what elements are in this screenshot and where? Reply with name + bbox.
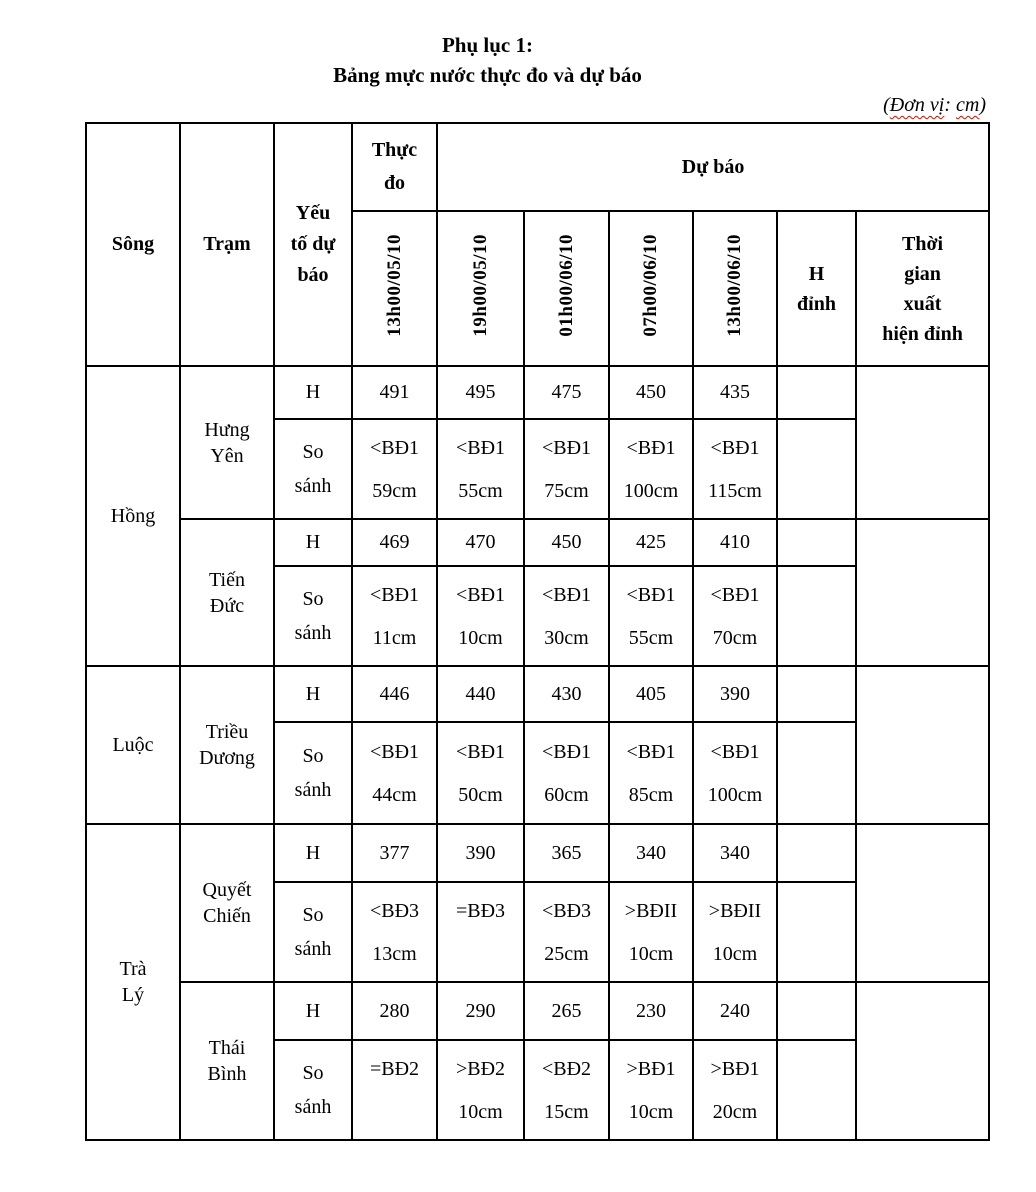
water-level-table <box>85 122 990 1141</box>
h-value-cell: 340 <box>693 824 777 882</box>
comparison-cell: <BĐ3 25cm <box>524 882 609 982</box>
table-row <box>86 519 989 566</box>
h-value-cell: 340 <box>609 824 693 882</box>
h-value-cell: 365 <box>524 824 609 882</box>
comparison-cell: >BĐII 10cm <box>609 882 693 982</box>
element-label-h: H <box>274 982 352 1040</box>
unit-note-word: Đơn vị <box>889 94 945 116</box>
comparison-cell: >BĐ1 20cm <box>693 1040 777 1140</box>
river-cell-hong: Hồng <box>86 366 180 666</box>
col-header-river: Sông <box>86 123 180 366</box>
peak-h-cell <box>777 566 856 666</box>
comparison-cell: =BĐ3 <box>437 882 524 982</box>
col-header-forecast-element: Yếu tố dự báo <box>274 123 352 366</box>
comparison-cell: <BĐ1 75cm <box>524 419 609 519</box>
col-header-measured: Thực đo <box>352 123 437 211</box>
peak-time-cell <box>856 982 989 1140</box>
h-value-cell: 265 <box>524 982 609 1040</box>
appendix-title: Phụ lục 1: <box>441 33 533 57</box>
element-label-so-sanh: So sánh <box>274 1040 352 1140</box>
col-header-measured-time: 13h00/05/10 <box>352 211 437 366</box>
h-value-cell: 390 <box>437 824 524 882</box>
element-label-so-sanh: So sánh <box>274 722 352 824</box>
comparison-cell: <BĐ3 13cm <box>352 882 437 982</box>
comparison-cell: >BĐ1 10cm <box>609 1040 693 1140</box>
comparison-cell: <BĐ1 59cm <box>352 419 437 519</box>
h-value-cell: 240 <box>693 982 777 1040</box>
peak-h-cell <box>777 1040 856 1140</box>
comparison-cell: <BĐ1 60cm <box>524 722 609 824</box>
comparison-cell: >BĐ2 10cm <box>437 1040 524 1140</box>
col-header-forecast-time-4: 13h00/06/10 <box>693 211 777 366</box>
h-value-cell: 410 <box>693 519 777 566</box>
col-header-forecast-time-3: 07h00/06/10 <box>609 211 693 366</box>
peak-h-cell <box>777 824 856 882</box>
element-label-h: H <box>274 366 352 419</box>
comparison-cell: <BĐ1 70cm <box>693 566 777 666</box>
col-header-forecast-time-1: 19h00/05/10 <box>437 211 524 366</box>
station-cell-tien-duc: Tiến Đức <box>180 519 274 666</box>
peak-h-cell <box>777 982 856 1040</box>
title-block <box>85 0 890 90</box>
table-row <box>86 666 989 722</box>
element-label-so-sanh: So sánh <box>274 419 352 519</box>
h-value-cell: 230 <box>609 982 693 1040</box>
h-value-cell: 390 <box>693 666 777 722</box>
h-value-cell: 435 <box>693 366 777 419</box>
comparison-cell: <BĐ1 44cm <box>352 722 437 824</box>
h-value-cell: 377 <box>352 824 437 882</box>
station-cell-hung-yen: Hưng Yên <box>180 366 274 519</box>
table-row <box>86 824 989 882</box>
h-value-cell: 470 <box>437 519 524 566</box>
unit-note <box>85 94 986 117</box>
col-header-peak-h: H đỉnh <box>777 211 856 366</box>
element-label-so-sanh: So sánh <box>274 882 352 982</box>
station-cell-thai-binh: Thái Bình <box>180 982 274 1140</box>
peak-time-cell <box>856 824 989 982</box>
comparison-cell: <BĐ1 85cm <box>609 722 693 824</box>
unit-note-part: ) <box>979 94 986 116</box>
comparison-cell: <BĐ1 10cm <box>437 566 524 666</box>
h-value-cell: 475 <box>524 366 609 419</box>
table-row <box>86 366 989 419</box>
unit-note-word: cm <box>956 94 980 116</box>
h-value-cell: 280 <box>352 982 437 1040</box>
h-value-cell: 440 <box>437 666 524 722</box>
h-value-cell: 469 <box>352 519 437 566</box>
element-label-so-sanh: So sánh <box>274 566 352 666</box>
river-cell-luoc: Luộc <box>86 666 180 824</box>
comparison-cell: <BĐ1 11cm <box>352 566 437 666</box>
h-value-cell: 446 <box>352 666 437 722</box>
h-value-cell: 290 <box>437 982 524 1040</box>
h-value-cell: 405 <box>609 666 693 722</box>
river-cell-tra-ly: Trà Lý <box>86 824 180 1140</box>
peak-time-cell <box>856 519 989 666</box>
col-header-forecast: Dự báo <box>437 123 989 211</box>
table-title: Bảng mực nước thực đo và dự báo <box>333 63 642 87</box>
h-value-cell: 450 <box>609 366 693 419</box>
comparison-cell: <BĐ1 100cm <box>693 722 777 824</box>
comparison-cell: <BĐ1 55cm <box>437 419 524 519</box>
h-value-cell: 430 <box>524 666 609 722</box>
peak-h-cell <box>777 666 856 722</box>
h-value-cell: 491 <box>352 366 437 419</box>
element-label-h: H <box>274 666 352 722</box>
comparison-cell: <BĐ1 50cm <box>437 722 524 824</box>
unit-note-part: ( <box>883 94 890 116</box>
comparison-cell: =BĐ2 <box>352 1040 437 1140</box>
comparison-cell: <BĐ1 100cm <box>609 419 693 519</box>
peak-h-cell <box>777 419 856 519</box>
peak-time-cell <box>856 666 989 824</box>
peak-h-cell <box>777 882 856 982</box>
table-row <box>86 123 989 211</box>
element-label-h: H <box>274 519 352 566</box>
station-cell-trieu-duong: Triều Dương <box>180 666 274 824</box>
col-header-peak-time: Thời gian xuất hiện đỉnh <box>856 211 989 366</box>
unit-note-part: : <box>944 94 956 116</box>
table-row <box>86 982 989 1040</box>
peak-time-cell <box>856 366 989 519</box>
station-cell-quyet-chien: Quyết Chiến <box>180 824 274 982</box>
comparison-cell: <BĐ1 55cm <box>609 566 693 666</box>
comparison-cell: <BĐ1 30cm <box>524 566 609 666</box>
comparison-cell: <BĐ1 115cm <box>693 419 777 519</box>
element-label-h: H <box>274 824 352 882</box>
comparison-cell: <BĐ2 15cm <box>524 1040 609 1140</box>
peak-h-cell <box>777 519 856 566</box>
peak-h-cell <box>777 366 856 419</box>
h-value-cell: 495 <box>437 366 524 419</box>
h-value-cell: 425 <box>609 519 693 566</box>
col-header-station: Trạm <box>180 123 274 366</box>
col-header-forecast-time-2: 01h00/06/10 <box>524 211 609 366</box>
peak-h-cell <box>777 722 856 824</box>
comparison-cell: >BĐII 10cm <box>693 882 777 982</box>
h-value-cell: 450 <box>524 519 609 566</box>
